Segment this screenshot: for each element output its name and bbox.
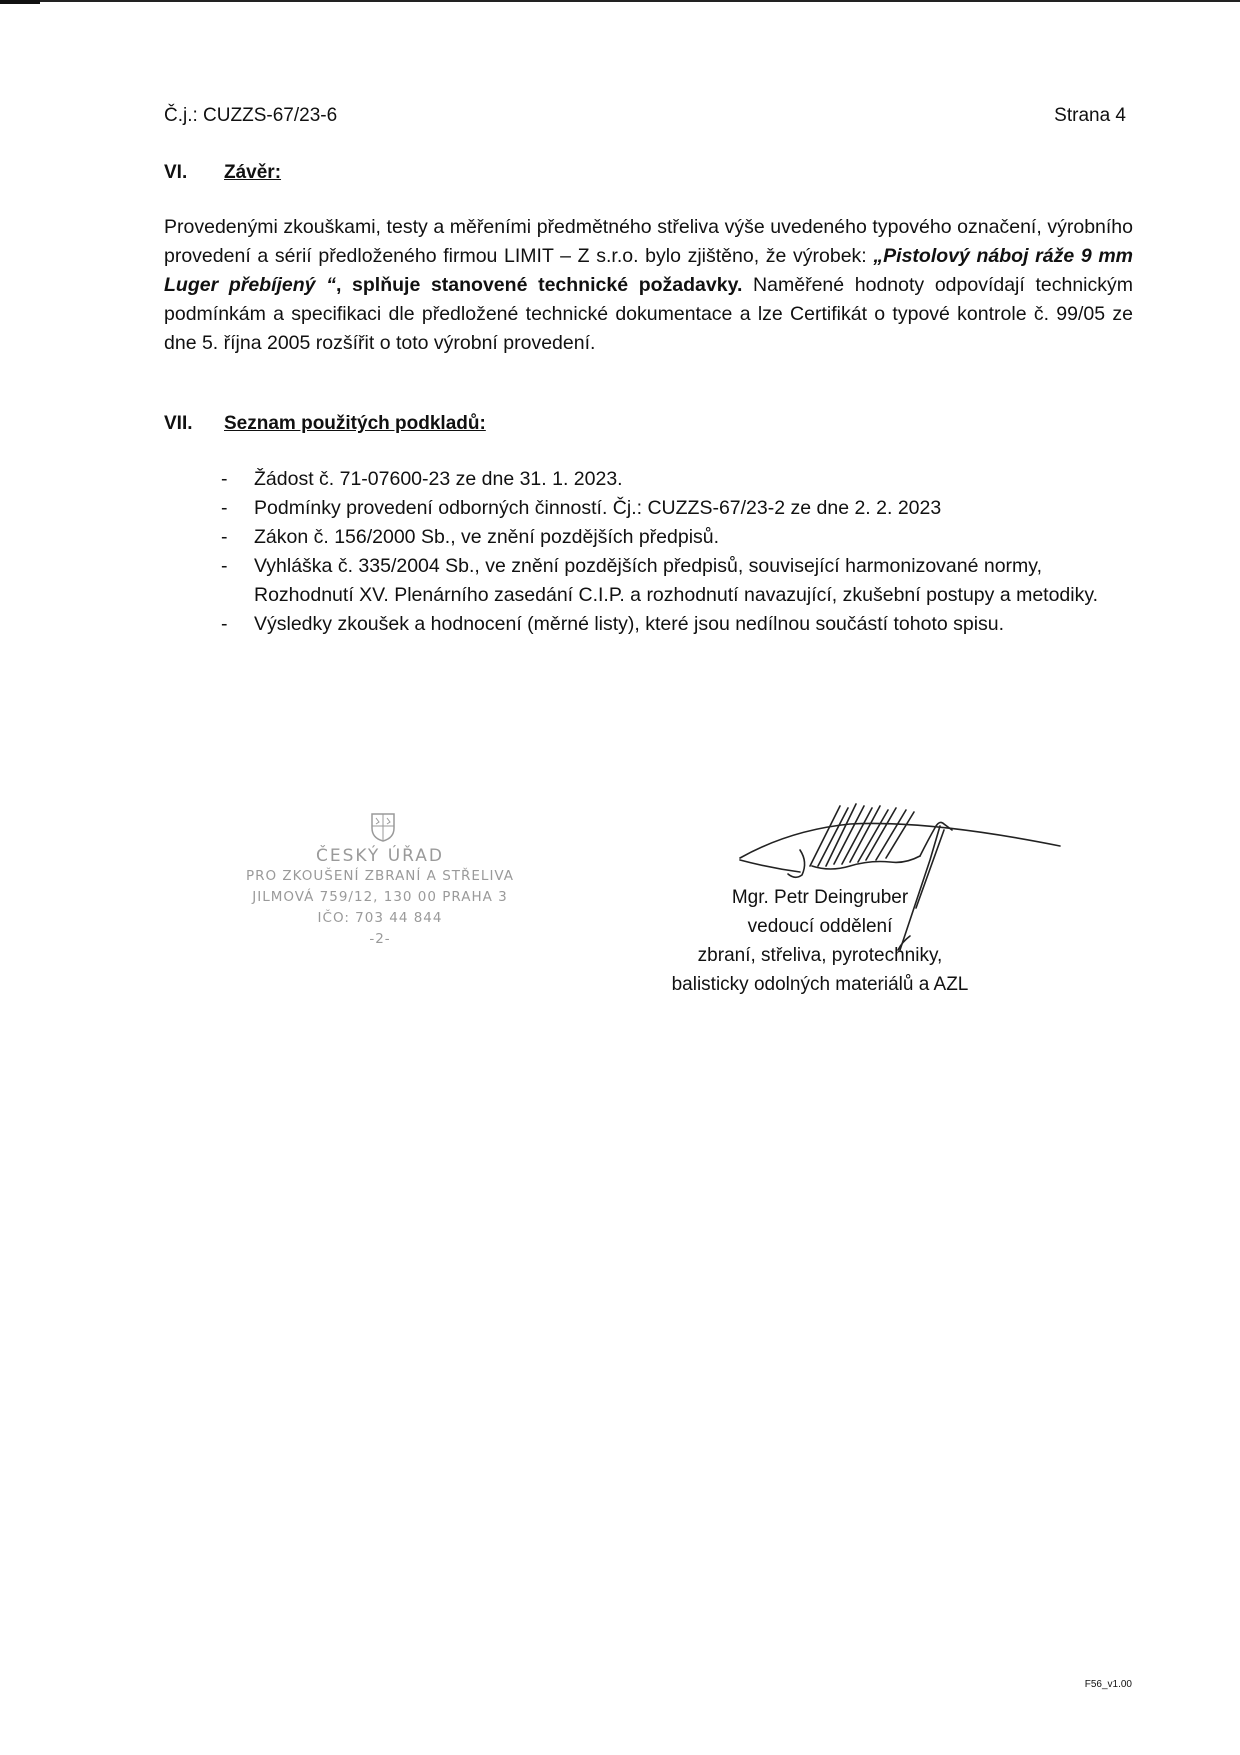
coat-of-arms-icon xyxy=(370,812,396,842)
signatory-name: Mgr. Petr Deingruber xyxy=(731,887,909,908)
stamp-line-3: JILMOVÁ 759/12, 130 00 PRAHA 3 xyxy=(252,889,508,905)
section-vii-title: Seznam použitých podkladů: xyxy=(224,413,486,434)
product-name: „Pistolový náboj ráže 9 mm Luger přebíjený “ xyxy=(164,245,1133,296)
documents-list xyxy=(221,465,1133,639)
form-code: F56_v1.00 xyxy=(1084,1679,1132,1690)
top-border-line xyxy=(0,0,1240,2)
stamp-line-4: IČO: 703 44 844 xyxy=(317,910,443,926)
stamp-line-5: -2- xyxy=(369,931,391,947)
conclusion-text-1: Provedenými zkouškami, testy a měřeními předmětného střeliva výše uvedeného typového označení, výrobního provedení a sérií předloženého firmou LIMIT – Z s.r.o. bylo zjištěno, že výrobek: xyxy=(164,216,1133,267)
top-border-mark xyxy=(0,0,40,4)
conclusion-text-2: Naměřené hodnoty odpovídají technickým podmínkám a specifikaci dle předložené technické dokumentace a lze Certifikát o typové kontrole č. 99/05 ze dne 5. října 2005 rozšířit o toto výrobní provedení. xyxy=(164,274,1134,354)
stamp-line-1: ČESKÝ ÚŘAD xyxy=(315,846,445,866)
signatory-role-1: vedoucí oddělení xyxy=(747,916,893,937)
section-vii-number: VII. xyxy=(164,413,193,434)
list-item: - Žádost č. 71-07600-23 ze dne 31. 1. 2023. xyxy=(221,465,1133,494)
list-item: - Výsledky zkoušek a hodnocení (měrné listy), které jsou nedílnou součástí tohoto spisu. xyxy=(221,610,1133,639)
list-item: - Vyhláška č. 335/2004 Sb., ve znění pozdějších předpisů, související harmonizované normy, Rozhodnutí XV. Plenárního zasedání C.I.P. a rozhodnutí navazující, zkušební postupy a metodiky. xyxy=(221,552,1133,610)
signatory-block xyxy=(640,883,1000,999)
list-item: - Podmínky provedení odborných činností. Čj.: CUZZS-67/23-2 ze dne 2. 2. 2023 xyxy=(221,494,1133,523)
stamp-line-2: PRO ZKOUŠENÍ ZBRANÍ A STŘELIVA xyxy=(245,868,515,884)
list-item: - Zákon č. 156/2000 Sb., ve znění pozdějších předpisů. xyxy=(221,523,1133,552)
signatory-role-2: zbraní, střeliva, pyrotechniky, xyxy=(697,945,943,966)
page-number: Strana 4 xyxy=(1054,105,1126,126)
signatory-role-3: balisticky odolných materiálů a AZL xyxy=(671,974,969,995)
conclusion-paragraph xyxy=(164,213,1133,358)
conclusion-verdict: , splňuje stanovené technické požadavky. xyxy=(335,274,743,296)
office-stamp xyxy=(225,812,535,950)
section-vi-number: VI. xyxy=(164,162,188,183)
reference-number: Č.j.: CUZZS-67/23-6 xyxy=(164,105,338,126)
section-vi-title: Závěr: xyxy=(224,162,282,183)
